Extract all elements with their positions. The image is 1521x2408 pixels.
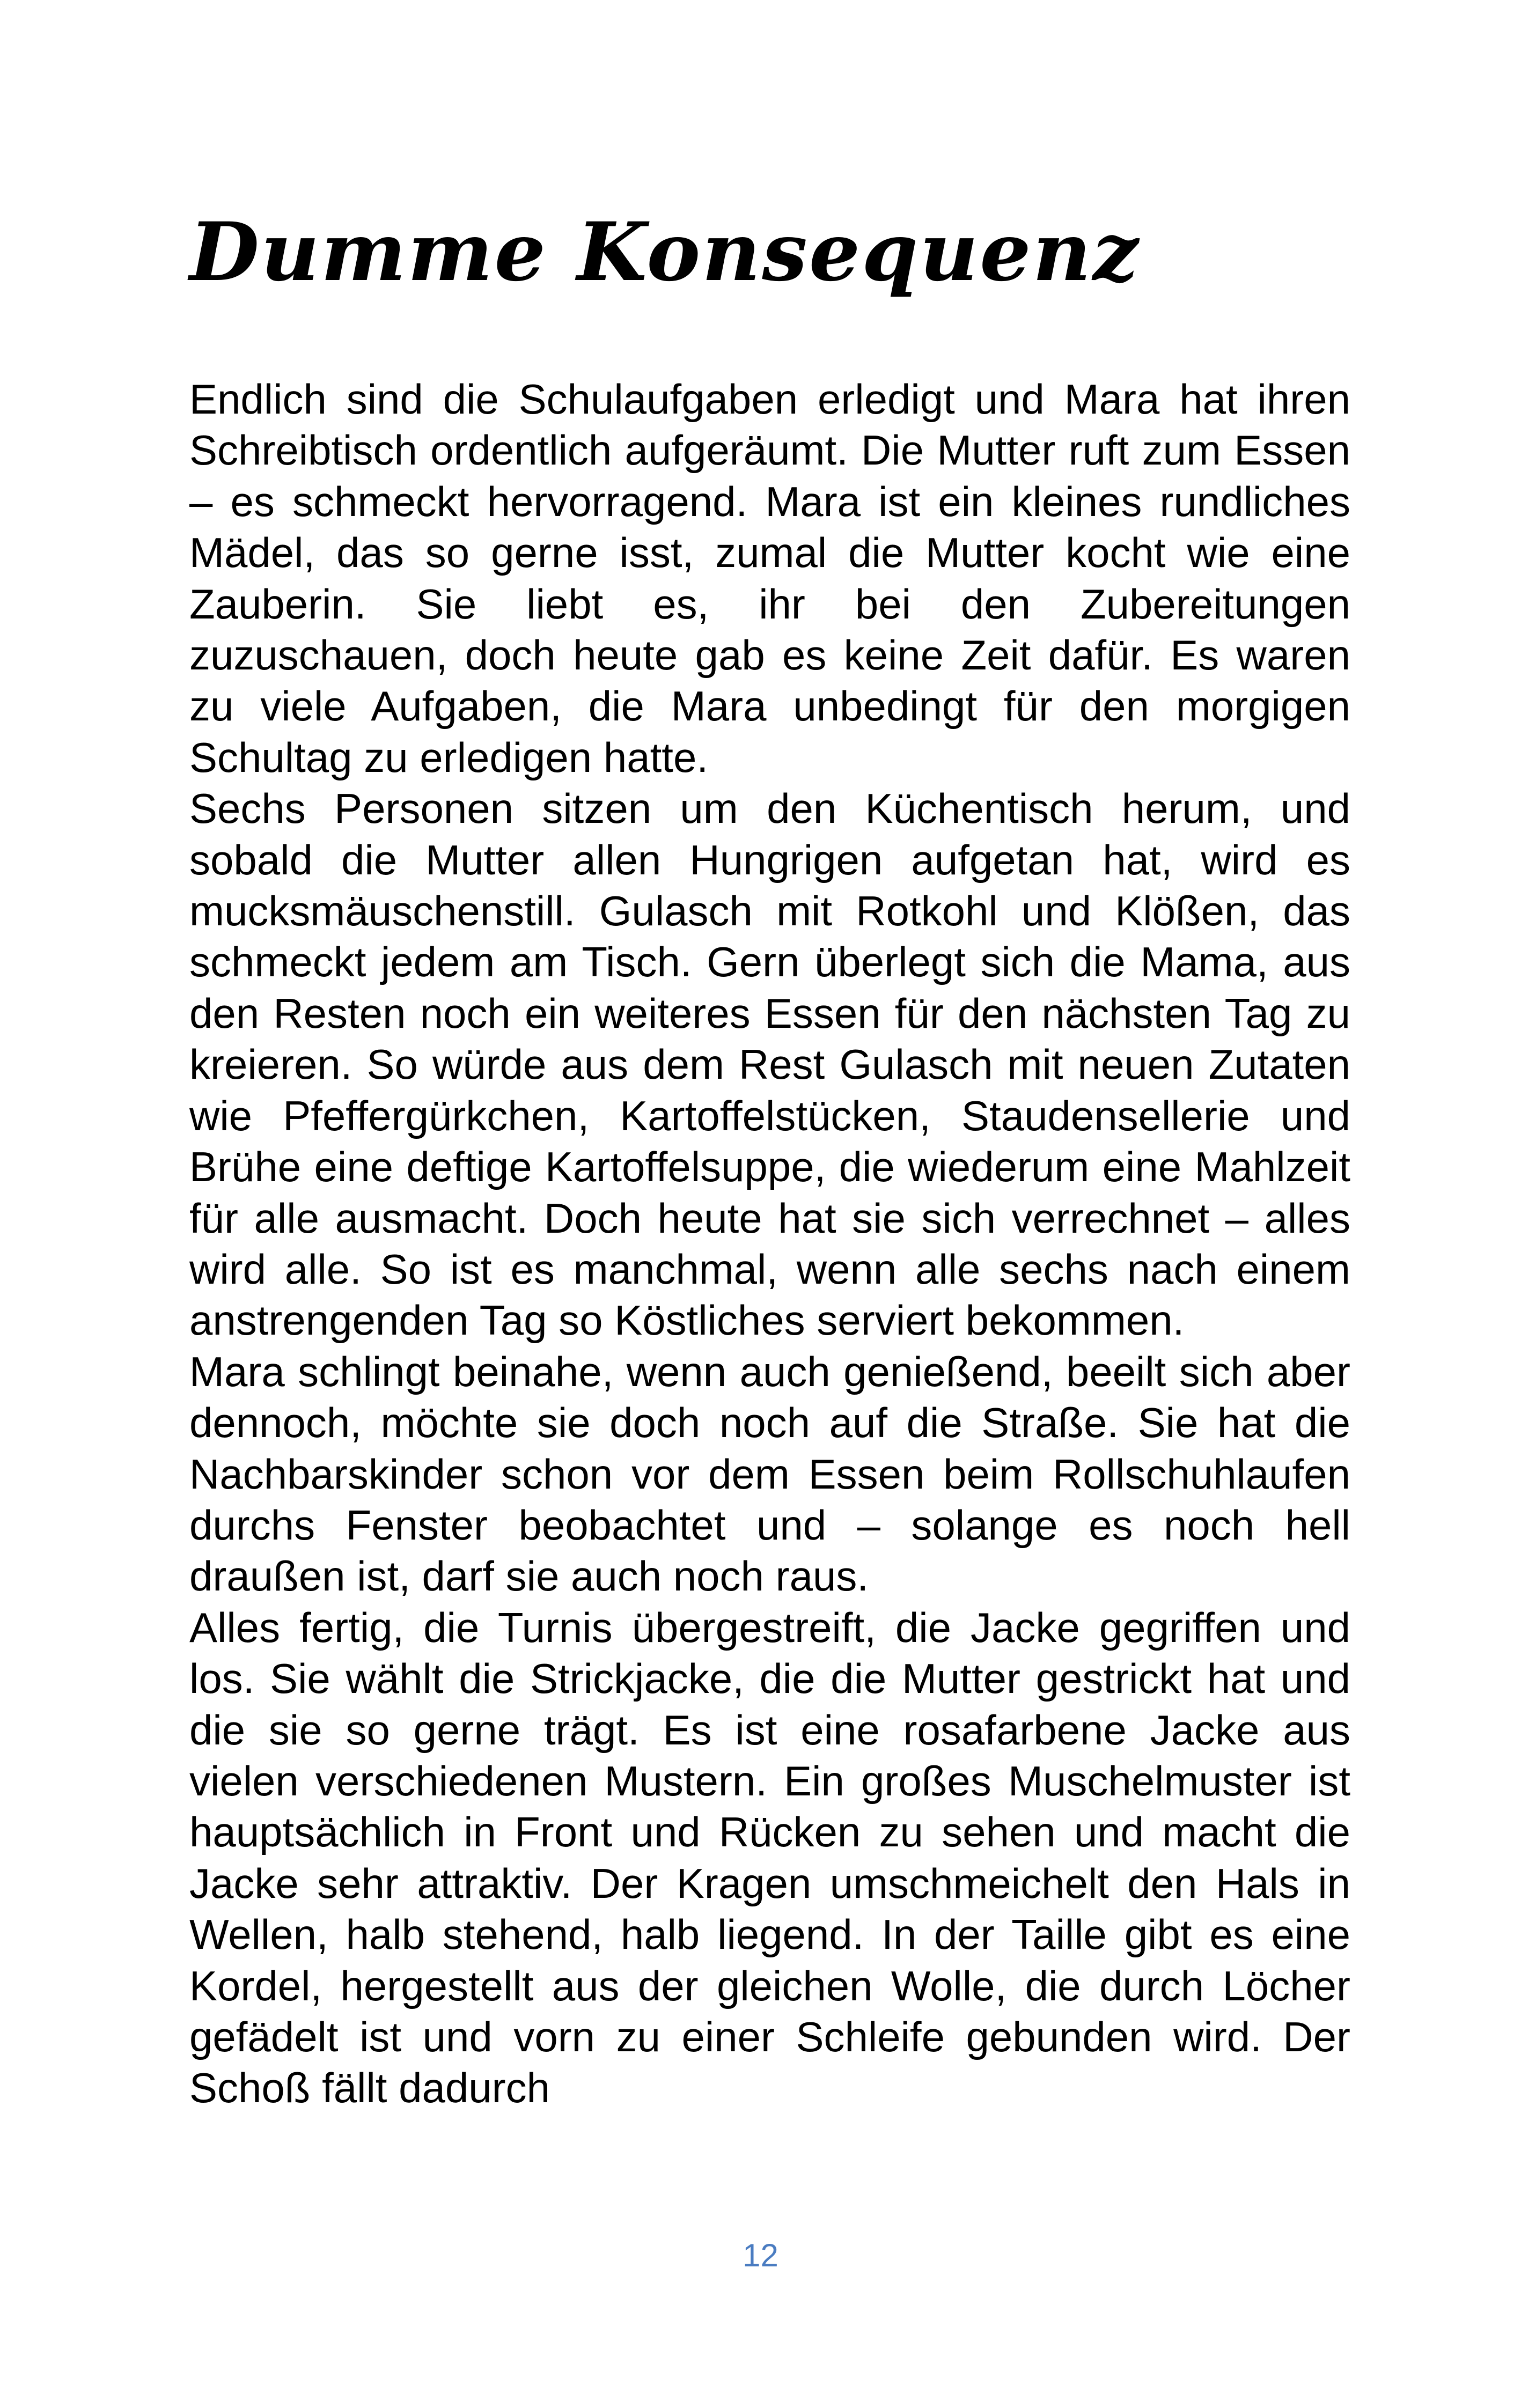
paragraph-4: Alles fertig, die Turnis übergestreift, die Jacke gegriffen und los. Sie wählt die Strickjacke, die die Mutter gestrickt hat und die sie so gerne trägt. Es ist eine rosafarbene Jacke aus vielen verschiedenen Mustern. Ein großes Muschelmuster ist hauptsächlich in Front und Rücken zu sehen und macht die Jacke sehr attraktiv. Der Kragen umschmeichelt den Hals in Wellen, halb stehend, halb liegend. In der Taille gibt es eine Kordel, hergestellt aus der gleichen Wolle, die durch Löcher gefädelt ist und vorn zu einer Schleife gebunden wird. Der Schoß fällt dadurch <box>189 1603 1350 2112</box>
chapter-body <box>189 374 1350 2114</box>
chapter-title: Dumme Konsequenz <box>189 205 1140 299</box>
paragraph-2: Sechs Personen sitzen um den Küchentisch herum, und sobald die Mutter allen Hungrigen aufgetan hat, wird es mucksmäuschenstill. Gulasch mit Rotkohl und Klößen, das schmeckt jedem am Tisch. Gern überlegt sich die Mama, aus den Resten noch ein weiteres Essen für den nächsten Tag zu kreieren. So würde aus dem Rest Gulasch mit neuen Zutaten wie Pfeffergürkchen, Kartoffelstücken, Staudensellerie und Brühe eine deftige Kartoffelsuppe, die wiederum eine Mahlzeit für alle ausmacht. Doch heute hat sie sich verrechnet – alles wird alle. So ist es manchmal, wenn alle sechs nach einem anstrengenden Tag so Köstliches serviert bekommen. <box>189 785 1350 1344</box>
page-number: 12 <box>743 2237 778 2273</box>
paragraph-3: Mara schlingt beinahe, wenn auch genießend, beeilt sich aber dennoch, möchte sie doch noch auf die Straße. Sie hat die Nachbarskinder schon vor dem Essen beim Rollschuhlaufen durchs Fenster beobachtet und – solange es noch hell draußen ist, darf sie auch noch raus. <box>189 1347 1350 1600</box>
paragraph-1: Endlich sind die Schulaufgaben erledigt und Mara hat ihren Schreibtisch ordentlich aufgeräumt. Die Mutter ruft zum Essen – es schmeckt hervorragend. Mara ist ein kleines rundliches Mädel, das so gerne isst, zumal die Mutter kocht wie eine Zauberin. Sie liebt es, ihr bei den Zubereitungen zuzuschauen, doch heute gab es keine Zeit dafür. Es waren zu viele Aufgaben, die Mara unbedingt für den morgigen Schultag zu erledigen hatte. <box>189 375 1350 781</box>
